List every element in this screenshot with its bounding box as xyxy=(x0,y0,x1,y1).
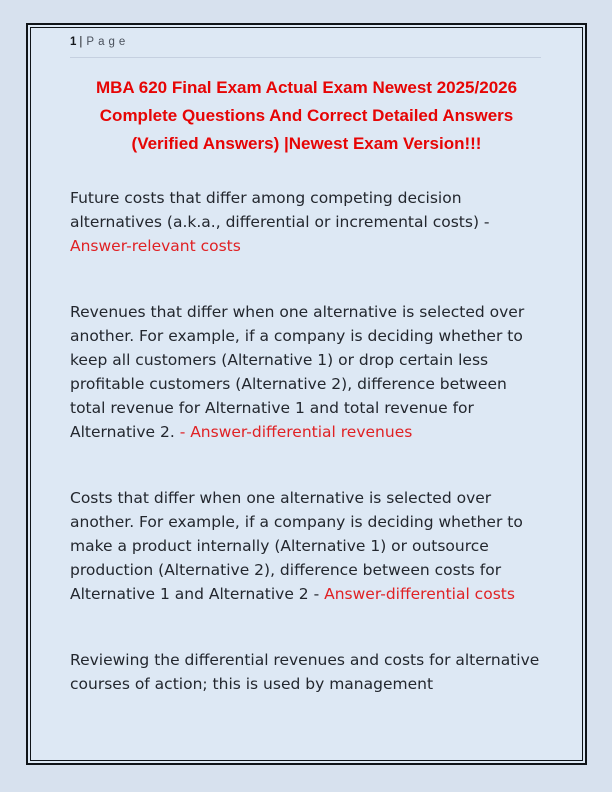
qa-paragraph-1 xyxy=(70,186,541,258)
page-number: 1 xyxy=(70,36,77,48)
document-page-inner xyxy=(30,27,583,761)
answer-text-1: Answer-relevant costs xyxy=(70,237,241,255)
answer-text-2: - Answer-differential revenues xyxy=(179,423,413,441)
page-header-label: Page xyxy=(86,36,130,48)
page-header xyxy=(70,35,541,58)
document-page xyxy=(26,23,587,765)
question-text-4: Reviewing the differential revenues and costs for alternative courses of action; this is used by management xyxy=(70,651,540,693)
answer-text-3: Answer-differential costs xyxy=(324,585,515,603)
qa-paragraph-2 xyxy=(70,300,541,444)
document-title: MBA 620 Final Exam Actual Exam Newest 2025/2026 Complete Questions And Correct Detailed Answers (Verified Answers) |Newest Exam Version!!! xyxy=(95,78,518,153)
page-header-separator: | xyxy=(79,36,83,48)
question-text-1: Future costs that differ among competing decision alternatives (a.k.a., differential or incremental costs) - xyxy=(70,189,490,231)
qa-paragraph-3 xyxy=(70,486,541,606)
question-text-2: Revenues that differ when one alternative is selected over another. For example, if a company is deciding whether to keep all customers (Alternative 1) or drop certain less profitable customers (Alternative 2), difference between total revenue for Alternative 1 and total revenue for Alternative 2. xyxy=(70,303,525,441)
qa-paragraph-4 xyxy=(70,648,541,696)
question-text-3: Costs that differ when one alternative is selected over another. For example, if a company is deciding whether to make a product internally (Alternative 1) or outsource production (Alternative 2), difference between costs for Alternative 1 and Alternative 2 - xyxy=(70,489,523,603)
